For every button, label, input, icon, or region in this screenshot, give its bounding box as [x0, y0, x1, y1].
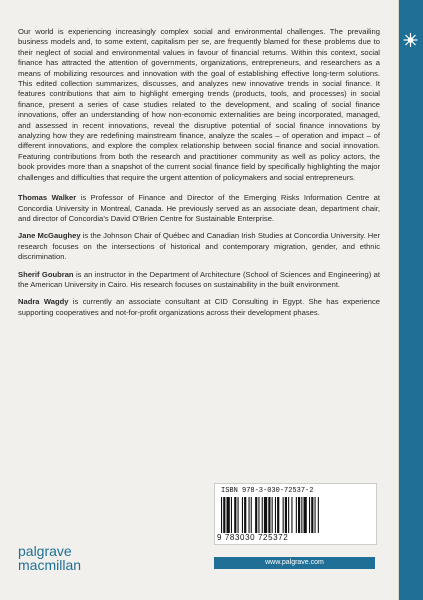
barcode-bar — [251, 497, 252, 533]
barcode-bar — [244, 497, 246, 533]
author-bio-3 — [18, 270, 380, 291]
barcode-bar — [283, 497, 284, 533]
barcode-icon — [221, 497, 369, 533]
publisher-logo — [18, 544, 81, 572]
author-bio-text: is currently an associate consultant at CID Consulting in Egypt. She has experience supporting cooperatives and not-for-profit organizations across their development phases. — [18, 297, 380, 317]
barcode-bar — [275, 497, 276, 533]
barcode-bar — [242, 497, 243, 533]
isbn-label: ISBN 978-3-030-72537-2 — [221, 487, 314, 495]
isbn-digits: 9 783030 725372 — [217, 533, 289, 542]
barcode-bar — [304, 497, 307, 533]
barcode-bar — [301, 497, 302, 533]
barcode-bar — [318, 497, 319, 533]
barcode-bar — [268, 497, 270, 533]
barcode-bar — [262, 497, 263, 533]
barcode-bar — [311, 497, 313, 533]
publisher-name-line2: macmillan — [18, 557, 82, 573]
barcode-bar — [315, 497, 316, 533]
spine — [398, 0, 423, 600]
barcode-bar — [285, 497, 287, 533]
barcode-bar — [231, 497, 232, 533]
palgrave-asterisk-icon — [398, 0, 423, 54]
author-name: Jane McGaughey — [18, 231, 81, 241]
barcode-bar — [277, 497, 279, 533]
author-bio-2 — [18, 231, 380, 262]
author-bio-text: is an instructor in the Department of Architecture (School of Sciences and Engineering) at the American University in Cairo. His research focuses on sustainability in the built environment. — [18, 269, 380, 289]
cover-text — [18, 27, 380, 325]
isbn-barcode — [214, 483, 377, 545]
author-name: Thomas Walker — [18, 193, 77, 203]
barcode-bar — [309, 497, 310, 533]
author-bio-1 — [18, 193, 380, 224]
publisher-name-line1: palgrave — [18, 543, 72, 559]
author-bio-text: is Professor of Finance and Director of the Emerging Risks Information Centre at Concordia University in Montreal, Canada. He previously served as an associate dean, department chair, and director of Concordia’s David O’Brien Centre for Sustainable Enterprise. — [18, 193, 380, 223]
author-name: Nadra Wagdy — [18, 297, 69, 307]
author-bio-text: is the Johnson Chair of Québec and Canadian Irish Studies at Concordia University. Her research focuses on the intersections of historical and contemporary migration, gender, and ethnic discrimination. — [18, 231, 380, 262]
barcode-bar — [298, 497, 300, 533]
author-bio-4 — [18, 297, 380, 318]
barcode-bar — [272, 497, 273, 533]
barcode-bar — [234, 497, 236, 533]
barcode-bar — [221, 497, 222, 533]
barcode-bar — [258, 497, 259, 533]
barcode-bar — [296, 497, 297, 533]
barcode-bar — [249, 497, 250, 533]
barcode-bar — [227, 497, 230, 533]
barcode-bar — [291, 497, 292, 533]
barcode-bar — [264, 497, 267, 533]
barcode-bar — [288, 497, 289, 533]
barcode-bar — [238, 497, 239, 533]
spine-logo — [398, 0, 423, 54]
author-name: Sherif Goubran — [18, 269, 74, 279]
book-description: Our world is experiencing increasingly complex social and environmental challenges. The prevailing business models and, to some extent, capitalism per se, are frequently blamed for these problems due to their neglect of social and environmental values in favour of financial returns. Within this context, social finance has attracted the attention of governments, organizations, entrepreneurs, and researchers as a means of mobilizing resources and innovation with the goal of establishing effective long-term solutions. This edited collection summarizes, discusses, and analyzes new innovative trends in social finance. It features contributions that aim to highlight emerging trends (products, tools, and processes) in social finance, present a series of case studies related to the development, and scaling of social finance innovations, offer an understanding of how non-economic externalities are being incorporated, managed, and assessed in recent innovations, reveal the disruptive potential of social finance innovations by analyzing how they are redefining mainstream finance, analyze the scales – of operation and impact – of different innovations, and explore the complex relationship between social finance and social innovation. Featuring contributions from both the research and practitioner community as well as policy actors, the book provides more than a snapshot of the current social finance field by specifically highlighting the major challenges and difficulties that require the urgent attention of policymakers and social entrepreneurs. — [18, 27, 380, 182]
barcode-bar — [223, 497, 225, 533]
website-link[interactable]: www.palgrave.com — [214, 557, 375, 569]
barcode-bar — [255, 497, 257, 533]
